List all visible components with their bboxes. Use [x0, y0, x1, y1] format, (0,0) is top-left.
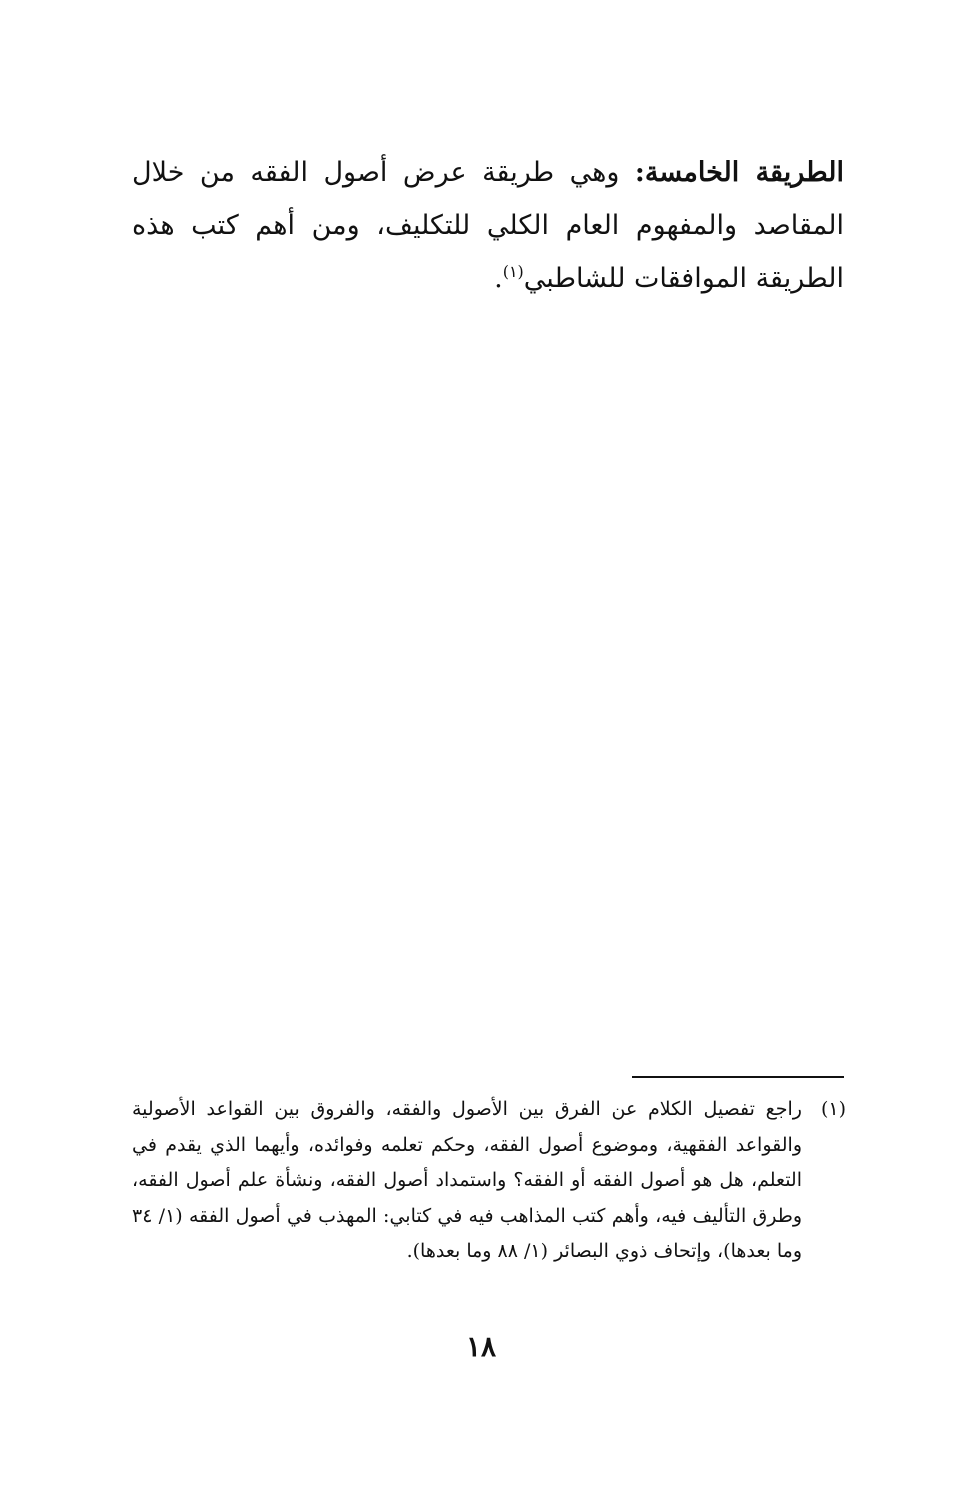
footnote-marker: (١) [820, 1098, 846, 1120]
footnote-reference: (١) [502, 262, 524, 281]
footnote-text: راجع تفصيل الكلام عن الفرق بين الأصول والفقه، والفروق بين القواعد الأصولية والقواعد الفقهية، وموضوع أصول الفقه، وحكم تعلمه وفوائده، وأيهما الذي يقدم في التعلم، هل هو أصول الفقه أو الفقه؟ واستمداد أصول الفقه، ونشأة علم أصول الفقه، وطرق التأليف فيه، وأهم كتب المذاهب فيه في كتابي: المهذب في أصول الفقه (١/ ٣٤ وما بعدها)، وإتحاف ذوي البصائر (١/ ٨٨ وما بعدها). [132, 1098, 802, 1262]
paragraph-end: . [494, 263, 503, 294]
section-lead: الطريقة الخامسة: [634, 157, 844, 188]
footnote-separator [632, 1076, 844, 1078]
page-number: ١٨ [465, 1330, 497, 1363]
footnote-item [132, 1092, 846, 1270]
main-paragraph [132, 146, 844, 305]
footnotes-section [132, 1092, 846, 1270]
paragraph-body: وهي طريقة عرض أصول الفقه من خلال المقاصد والمفهوم العام الكلي للتكليف، ومن أهم كتب هذه الطريقة الموافقات للشاطبي [132, 157, 844, 294]
